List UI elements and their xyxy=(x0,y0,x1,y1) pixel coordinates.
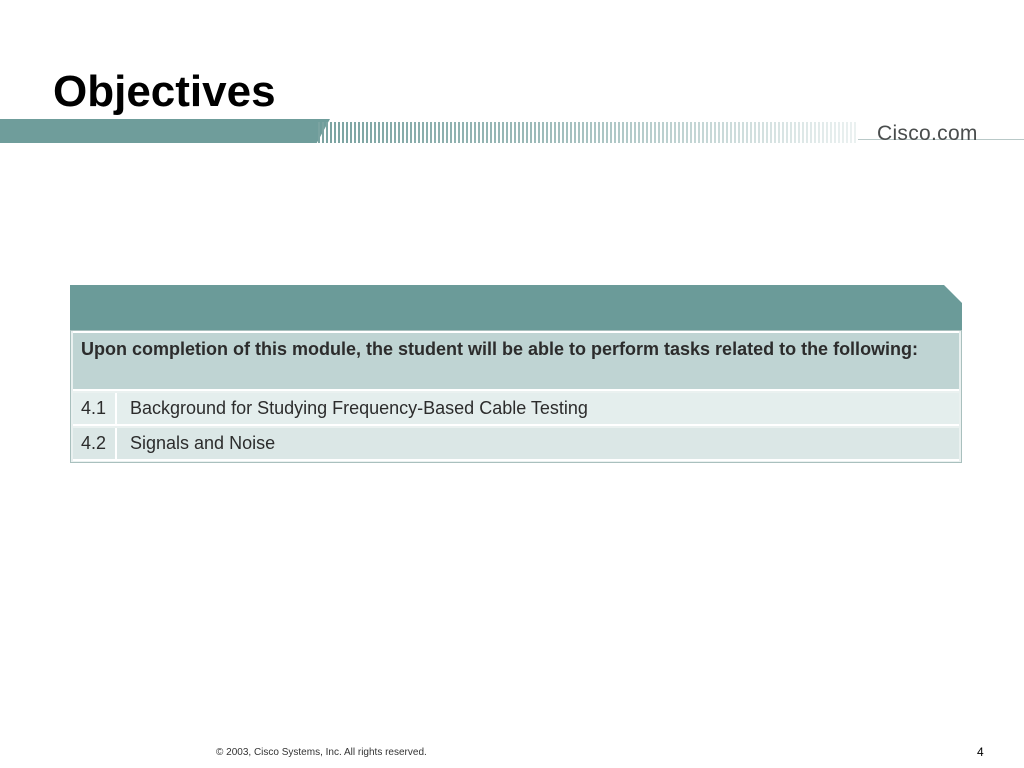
brand-logo-text: Cisco.com xyxy=(877,122,978,145)
copyright-footer: © 2003, Cisco Systems, Inc. All rights reserved. xyxy=(216,747,427,758)
panel-header xyxy=(70,285,962,330)
intro-row xyxy=(73,331,959,391)
panel-body xyxy=(70,330,962,463)
objective-number: 4.2 xyxy=(73,428,117,459)
header-banner xyxy=(0,119,1024,143)
slide-title: Objectives xyxy=(53,67,276,116)
objective-text: Background for Studying Frequency-Based Cable Testing xyxy=(130,398,588,418)
objective-row xyxy=(73,393,959,426)
intro-text: Upon completion of this module, the student will be able to perform tasks related to the following: xyxy=(81,339,919,359)
banner-fade xyxy=(318,122,858,143)
page-number: 4 xyxy=(977,745,984,759)
objectives-panel xyxy=(70,285,962,463)
objective-row xyxy=(73,428,959,461)
objective-number: 4.1 xyxy=(73,393,117,424)
objective-text: Signals and Noise xyxy=(130,433,276,453)
banner-bar xyxy=(0,119,330,143)
